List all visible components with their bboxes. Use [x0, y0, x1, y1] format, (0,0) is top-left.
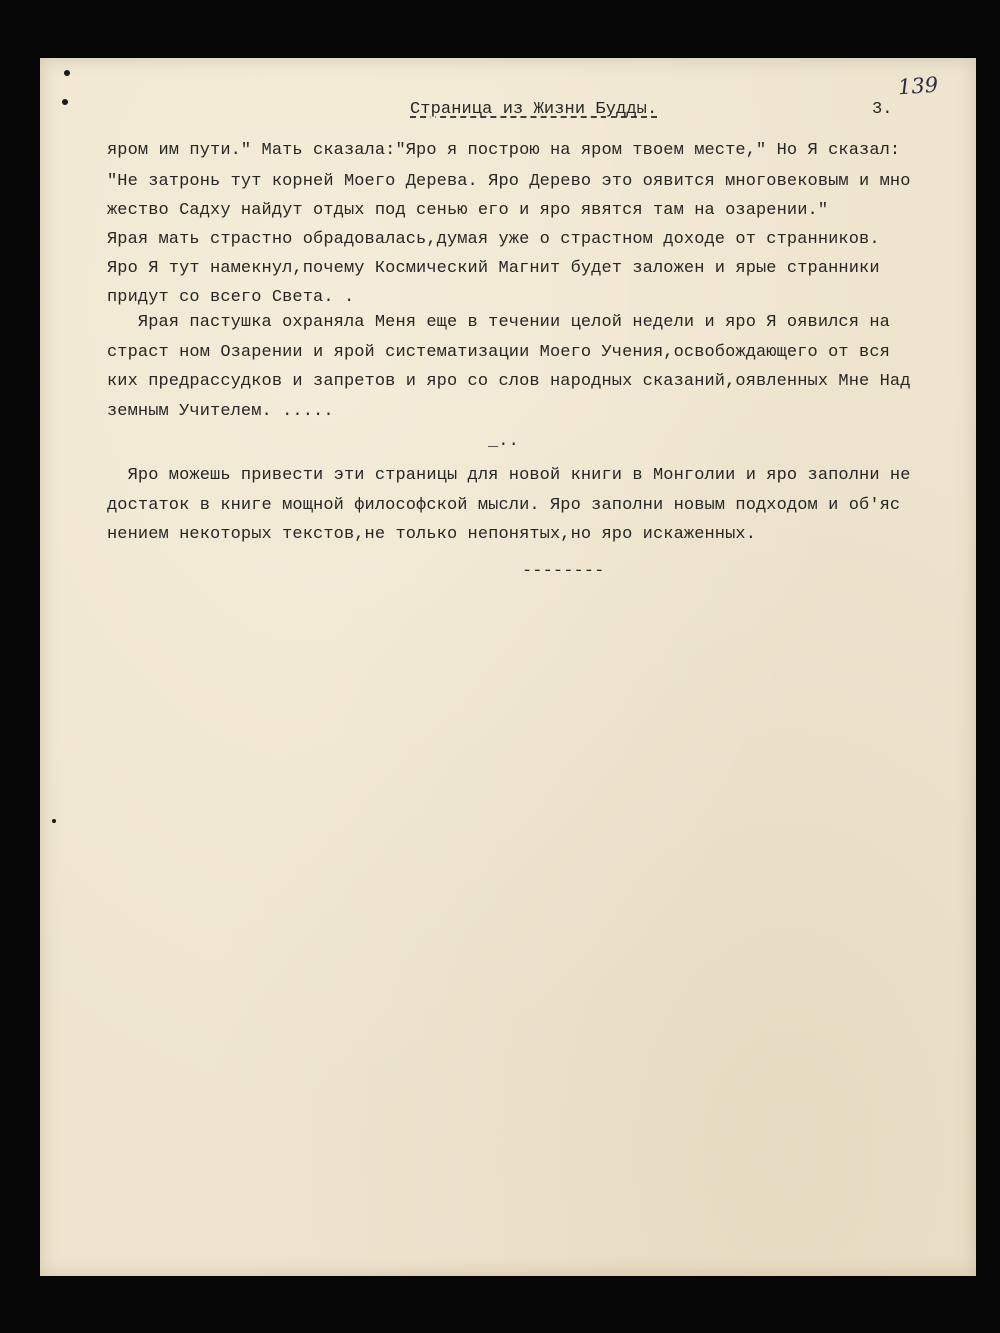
text-line: страст ном Озарении и ярой систематизации Моего Учения,освобождающего от вся — [107, 343, 890, 362]
end-rule: -------- — [522, 562, 605, 581]
text-line: жество Садху найдут отдых под сенью его и яро явятся там на озарении." — [107, 201, 829, 220]
page-number: 3. — [872, 100, 893, 119]
section-separator: _.. — [488, 432, 519, 451]
text-line: Яро можешь привести эти страницы для новой книги в Монголии и яро заполни не — [107, 466, 911, 485]
text-line: достаток в книге мощной философской мысли. Яро заполни новым подходом и об'яс — [107, 496, 901, 515]
text-line: придут со всего Света. . — [107, 288, 355, 307]
text-line: яром им пути." Мать сказала:"Яро я построю на яром твоем месте," Но Я сказал: — [107, 141, 901, 160]
page-title: Страница из Жизни Будды. — [410, 100, 658, 119]
text-line: ких предрассудков и запретов и яро со слов народных сказаний,оявленных Мне Над — [107, 372, 911, 391]
text-line: Ярая пастушка охраняла Меня еще в течении целой недели и яро Я оявился на — [107, 313, 890, 332]
punch-hole — [62, 99, 68, 105]
punch-hole — [52, 819, 56, 823]
punch-hole — [64, 70, 70, 76]
text-line: "Не затронь тут корней Моего Дерева. Яро Дерево это оявится многовековым и мно — [107, 172, 911, 191]
text-line: нением некоторых текстов,не только непонятых,но яро искаженных. — [107, 525, 757, 544]
text-line: земным Учителем. ..... — [107, 402, 334, 421]
text-line: Ярая мать страстно обрадовалась,думая уже о страстном доходе от странников. — [107, 230, 880, 249]
text-line: Яро Я тут намекнул,почему Космический Магнит будет заложен и ярые странники — [107, 259, 880, 278]
handwritten-folio-number: 139 — [897, 72, 939, 100]
